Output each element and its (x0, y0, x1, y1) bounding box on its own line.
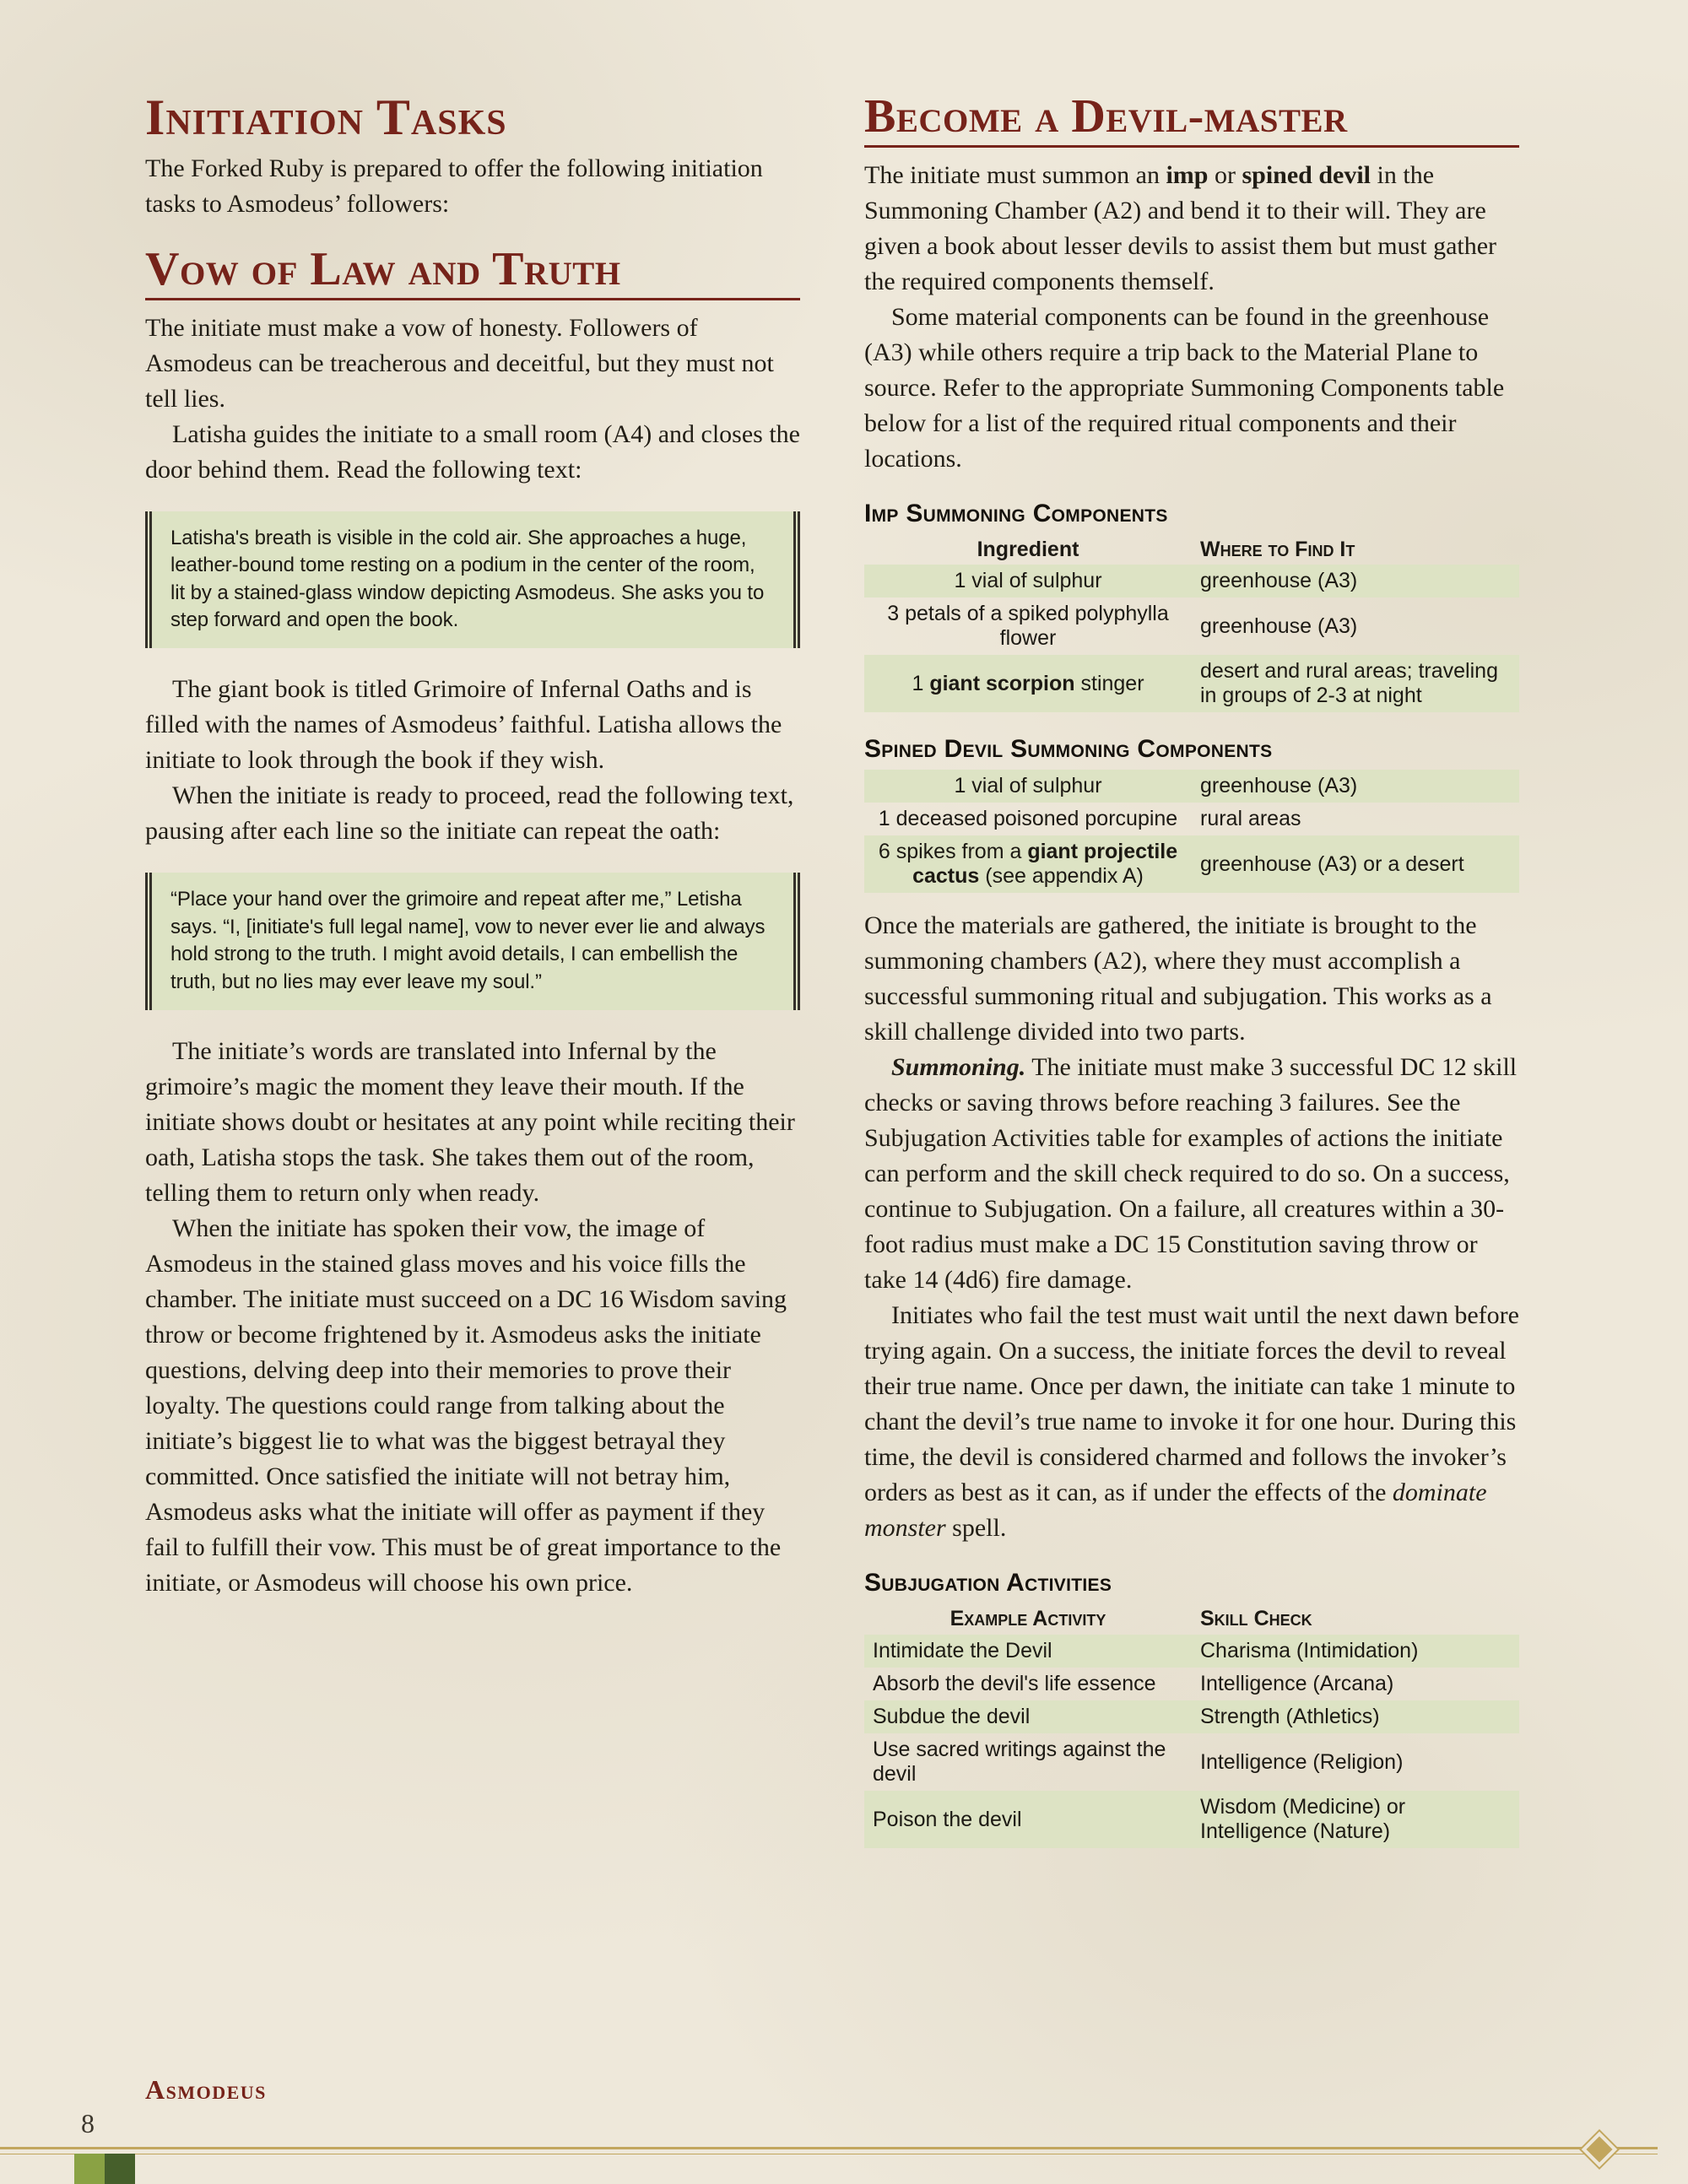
imp-summoning-components-title: Imp Summoning Components (864, 499, 1168, 527)
heading-initiation-tasks: Initiation Tasks (145, 89, 507, 145)
text-segment: giant scorpion (929, 671, 1075, 695)
paragraph: The initiate’s words are translated into Infernal by the grimoire’s magic the moment they leave their mouth. If the initiate shows doubt or hesitates at any point while reciting their oath, Latisha stops the task. She takes them out of the room, telling them to return only when ready. (145, 1036, 795, 1207)
table-cell: Absorb the devil's life essence (873, 1672, 1156, 1696)
read-aloud-text: Latisha's breath is visible in the cold air. She approaches a huge, leather-bound tome resting on a podium in the center of the room, lit by a stained-glass window depicting Asmodeus. She asks you to step forward and open the book. (170, 526, 765, 632)
table-head (864, 534, 1519, 565)
table-cell: 3 petals of a spiked polyphylla flower (887, 602, 1169, 651)
text-segment: stinger (1074, 671, 1144, 695)
table-cell: Intelligence (Arcana) (1200, 1672, 1394, 1696)
paragraph: The giant book is titled Grimoire of Infernal Oaths and is filled with the names of Asmodeus’ faithful. Latisha allows the initiate to look through the book if they wish. (145, 675, 782, 775)
paragraph (864, 1298, 1519, 1546)
heading-become-a-devil-master: Become a Devil-master (864, 91, 1519, 148)
footer-book-title: Asmodeus (145, 2074, 267, 2105)
heading-vow-of-law-and-truth: Vow of Law and Truth (145, 244, 800, 300)
table-row (864, 1791, 1519, 1848)
paragraph: The initiate must make a vow of honesty. Followers of Asmodeus can be treacherous and deceitful, but they must not tell lies. (145, 313, 774, 413)
table-row (864, 1733, 1519, 1791)
text-segment: The initiate must make 3 successful DC 12 skill checks or saving throws before reaching 3 failures. See the Subjugation Activities table for examples of actions the initiate can perform and the skill check required to do so. On a success, continue to Subjugation. On a failure, all creatures within a 30-foot radius must make a DC 15 Constitution saving throw or take 14 (4d6) fire damage. (864, 1053, 1518, 1295)
table-cell: Intimidate the Devil (873, 1639, 1052, 1663)
text-segment: or (1208, 160, 1242, 189)
table-cell: greenhouse (A3) (1200, 774, 1358, 798)
table-row (864, 655, 1519, 712)
read-aloud-box (145, 511, 800, 649)
table-header-row (864, 534, 1519, 565)
subjugation-activities-title: Subjugation Activities (864, 1569, 1112, 1597)
table-cell: Intelligence (Religion) (1200, 1749, 1404, 1774)
table-row (864, 835, 1519, 893)
table-cell: Subdue the devil (873, 1705, 1031, 1729)
text-segment: Summoning. (891, 1053, 1026, 1082)
paragraph: When the initiate is ready to proceed, read the following text, pausing after each line so the initiate can repeat the oath: (145, 781, 794, 846)
text-segment: in the Summoning Chamber (A2) and bend it to their will. They are given a book about lesser devils to assist them but must gather the required components themself. (864, 160, 1497, 295)
right-column (864, 91, 1519, 1855)
table-cell: Strength (Athletics) (1200, 1705, 1380, 1729)
table-cell: Use sacred writings against the devil (873, 1738, 1166, 1787)
paragraph: Once the materials are gathered, the initiate is brought to the summoning chambers (A2), where they must accomplish a successful summoning ritual and subjugation. This works as a skill challenge divided into two parts. (864, 911, 1492, 1046)
footer-gold-rule (0, 2147, 1658, 2154)
table-cell: Charisma (Intimidation) (1200, 1639, 1419, 1663)
table-cell: 1 vial of sulphur (954, 569, 1102, 593)
table-cell: rural areas (1200, 807, 1301, 831)
paragraph: Latisha guides the initiate to a small room (A4) and closes the door behind them. Read the following text: (145, 419, 800, 484)
column-header-where-to-find-it: Where to Find It (1200, 537, 1355, 561)
table-body (864, 770, 1519, 893)
spined-devil-summoning-components-table (864, 770, 1519, 893)
text-segment: 1 (912, 671, 930, 695)
paragraph: When the initiate has spoken their vow, the image of Asmodeus in the stained glass moves and his voice fills the chamber. The initiate must succeed on a DC 16 Wisdom saving throw or become frightened by it. Asmodeus asks the initiate questions, delving deep into their memories to prove their loyalty. The questions could range from talking about the initiate’s biggest lie to what was the biggest betrayal they committed. Once satisfied the initiate will not betray him, Asmodeus asks what the initiate will offer as payment if they fail to fulfill their vow. This must be of great importance to the initiate, or Asmodeus will choose his own price. (145, 1214, 787, 1597)
table-head (864, 1603, 1519, 1635)
left-column (145, 91, 800, 1601)
content-columns (145, 91, 1519, 1855)
table-cell: greenhouse (A3) or a desert (1200, 851, 1464, 876)
table-header-row (864, 1603, 1519, 1635)
paragraph: Some material components can be found in the greenhouse (A3) while others require a trip back to the Material Plane to source. Refer to the appropriate Summoning Components table below for a list of the required ritual components and their locations. (864, 302, 1505, 473)
text-segment: giant projectile cactus (912, 840, 1178, 889)
table-cell (864, 655, 1192, 712)
table-cell: Poison the devil (873, 1807, 1022, 1831)
paragraph-intro: The Forked Ruby is prepared to offer the following initiation tasks to Asmodeus’ followers: (145, 154, 763, 218)
text-segment: dominate monster (864, 1479, 1487, 1543)
corner-decoration-dark-green (105, 2154, 135, 2184)
table-body (864, 565, 1519, 712)
table-cell: 1 vial of sulphur (954, 774, 1102, 798)
table-cell (864, 835, 1192, 893)
paragraph (864, 1050, 1519, 1298)
text-segment: Initiates who fail the test must wait until the next dawn before trying again. On a success, the initiate forces the devil to reveal their true name. Once per dawn, the initiate can take 1 minute to chant the devil’s true name to invoke it for one hour. During this time, the devil is considered charmed and follows the invoker’s orders as best as it can, as if under the effects of the (864, 1301, 1519, 1507)
table-cell: Wisdom (Medicine) or Intelligence (Nature) (1200, 1795, 1406, 1844)
corner-decoration-light-green (74, 2154, 105, 2184)
read-aloud-text: “Place your hand over the grimoire and repeat after me,” Letisha says. “I, [initiate's full legal name], vow to never ever lie and always hold strong to the truth. I might avoid details, I can embellish the truth, but no lies may ever leave my soul.” (170, 888, 766, 993)
text-segment: The initiate must summon an (864, 160, 1166, 189)
text-segment: spined devil (1242, 160, 1372, 189)
table-cell: greenhouse (A3) (1200, 569, 1358, 593)
paragraph (864, 158, 1519, 300)
table-row (864, 1635, 1519, 1668)
table-row (864, 565, 1519, 597)
table-row (864, 1668, 1519, 1700)
column-header-skill-check: Skill Check (1200, 1607, 1312, 1631)
text-segment: imp (1166, 160, 1209, 189)
table-row (864, 803, 1519, 835)
table-row (864, 1700, 1519, 1733)
table-cell: greenhouse (A3) (1200, 614, 1358, 638)
table-row (864, 597, 1519, 655)
column-header-ingredient: Ingredient (977, 537, 1079, 561)
spined-devil-summoning-components-title: Spined Devil Summoning Components (864, 735, 1273, 764)
imp-summoning-components-table (864, 534, 1519, 713)
table-row (864, 770, 1519, 803)
column-header-example-activity: Example Activity (950, 1607, 1106, 1631)
text-segment: spell. (945, 1514, 1007, 1543)
table-cell: 1 deceased poisoned porcupine (878, 807, 1178, 831)
table-body (864, 1635, 1519, 1848)
footer-diamond-ornament-icon (1586, 2136, 1612, 2162)
subjugation-activities-table (864, 1603, 1519, 1848)
table-cell: desert and rural areas; traveling in groups of 2-3 at night (1200, 659, 1498, 708)
page-number: 8 (81, 2108, 95, 2138)
text-segment: 6 spikes from a (878, 840, 1028, 864)
text-segment: (see appendix A) (979, 864, 1144, 889)
read-aloud-box (145, 873, 800, 1010)
